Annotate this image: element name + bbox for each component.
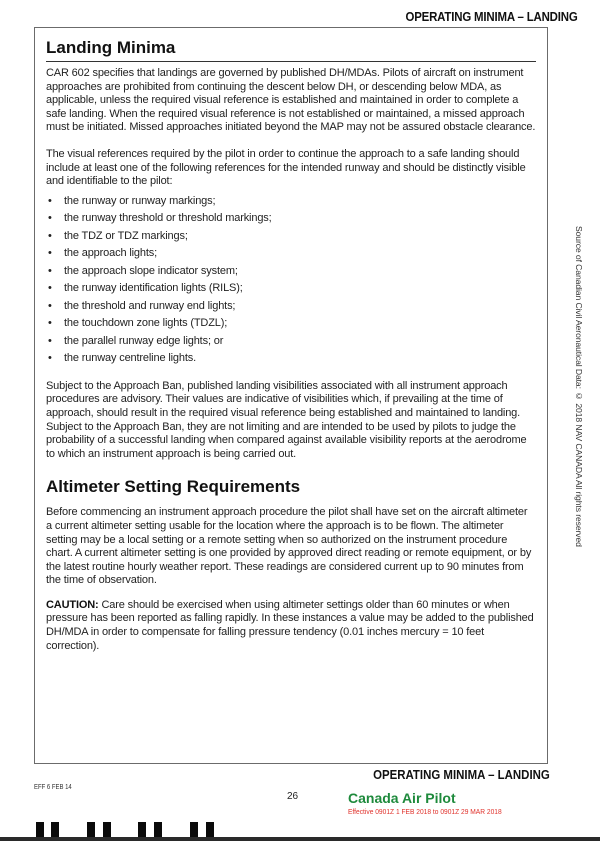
tab-mark-icon	[154, 822, 162, 838]
page-edge-strip	[0, 837, 600, 841]
footer-section-title: OPERATING MINIMA – LANDING	[373, 767, 550, 782]
list-item: • the approach slope indicator system;	[46, 263, 536, 281]
bullet-icon: •	[48, 282, 52, 295]
tab-mark-icon	[87, 822, 95, 838]
bullet-icon: •	[48, 194, 52, 207]
tab-mark-icon	[51, 822, 59, 838]
caution-text: Care should be exercised when using altimeter settings older than 60 minutes or when pressure has been reported as falling rapidly. In these instances a value may be added to the published DH/MDA in order to compensate for falling pressure tendency (0.01 inches mercury = 10 feet correction).	[46, 598, 534, 652]
caution-paragraph	[46, 599, 536, 653]
bullet-icon: •	[48, 247, 52, 260]
list-item: • the parallel runway edge lights; or	[46, 333, 536, 351]
section-title-landing-minima: Landing Minima	[46, 38, 536, 62]
landing-minima-paragraph-1: CAR 602 specifies that landings are governed by published DH/MDAs. Pilots of aircraft on instrument approaches are prohibited from continuing the descent below DH, or descending below MDA, as applicable, unless the required visual reference is established and maintained in order to complete a safe landing. When the required visual reference is not established or maintained, a missed approach must be initiated. Missed approaches initiated beyond the MAP may not be assured obstacle clearance.	[46, 67, 536, 134]
bullet-icon: •	[48, 317, 52, 330]
altimeter-paragraph-1: Before commencing an instrument approach procedure the pilot shall have set on the aircraft altimeter a current altimeter setting usable for the location where the approach is to be flown. The altimeter setting may be a local setting or a remote setting when so authorized on the instrument procedure chart. A current altimeter setting is one provided by approved direct reading or remote equipment, or by the latest routine hourly weather report. These readings are considered current up to 90 minutes from the time of observation.	[46, 506, 532, 587]
page-number: 26	[287, 791, 299, 802]
visual-references-list	[46, 193, 536, 368]
content-frame	[34, 27, 548, 764]
tab-mark-icon	[206, 822, 214, 838]
list-item: • the TDZ or TDZ markings;	[46, 228, 536, 246]
list-item: • the runway identification lights (RILS);	[46, 280, 536, 298]
list-item: • the approach lights;	[46, 245, 536, 263]
landing-minima-paragraph-2: The visual references required by the pilot in order to continue the approach to a safe landing should include at least one of the following references for the intended runway and should be distinctly visible and identifiable to the pilot:	[46, 147, 526, 188]
tab-mark-icon	[190, 822, 198, 838]
list-item: • the threshold and runway end lights;	[46, 298, 536, 316]
bullet-icon: •	[48, 352, 52, 365]
list-item: • the touchdown zone lights (TDZL);	[46, 315, 536, 333]
bullet-icon: •	[48, 334, 52, 347]
copyright-credit: Source of Canadian Civil Aeronautical Data: © 2018 NAV CANADA All rights reserved	[574, 226, 584, 547]
publication-brand: Canada Air Pilot	[348, 790, 456, 806]
effective-date-left: EFF 6 FEB 14	[34, 784, 72, 791]
section-title-altimeter-setting: Altimeter Setting Requirements	[46, 477, 301, 497]
bullet-icon: •	[48, 229, 52, 242]
effective-period: Effective 0901Z 1 FEB 2018 to 0901Z 29 MAR 2018	[348, 807, 502, 816]
list-item: • the runway threshold or threshold markings;	[46, 210, 536, 228]
tab-mark-icon	[36, 822, 44, 838]
list-item: • the runway or runway markings;	[46, 193, 536, 211]
bullet-icon: •	[48, 212, 52, 225]
tab-mark-icon	[103, 822, 111, 838]
bullet-icon: •	[48, 299, 52, 312]
list-item: • the runway centreline lights.	[46, 350, 536, 368]
tab-mark-icon	[138, 822, 146, 838]
caution-label: CAUTION:	[46, 598, 99, 611]
bullet-icon: •	[48, 264, 52, 277]
page-header-section-title: OPERATING MINIMA – LANDING	[405, 9, 578, 24]
landing-minima-paragraph-3: Subject to the Approach Ban, published landing visibilities associated with all instrument approach procedures are advisory. Their values are indicative of visibilities which, if prevailing at the time of approach, should result in the required visual reference being established and maintained to landing. Subject to the Approach Ban, they are not limiting and are intended to be used by pilots to judge the probability of a successful landing when compared against available visibility reports at the aerodrome to which an instrument approach is being carried out.	[46, 379, 527, 460]
